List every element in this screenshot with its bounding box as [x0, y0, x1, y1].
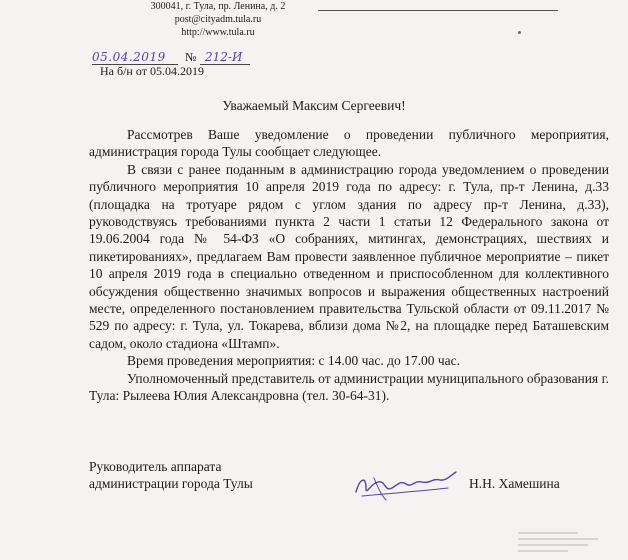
faint-stamp-mark [518, 528, 618, 558]
paragraph: Уполномоченный представитель от администрации муниципального образования г. Тула: Рылеева Юлия Александровна (тел. 30-64-31). [89, 370, 609, 404]
outgoing-number: 212-И [205, 50, 243, 64]
letter-body [89, 126, 609, 405]
addressee-line [318, 10, 558, 11]
signatory-position [89, 458, 253, 493]
paragraph: Время проведения мероприятия: с 14.00 час. до 17.00 час. [127, 353, 461, 369]
scan-speck [518, 31, 521, 34]
signatory-name: Н.Н. Хамешина [469, 476, 560, 491]
handwritten-signature [352, 466, 462, 506]
org-address: 300041, г. Тула, пр. Ленина, д. 2 [150, 1, 286, 12]
number-underline [200, 64, 250, 65]
number-sign: № [185, 50, 197, 64]
outgoing-date: 05.04.2019 [92, 50, 166, 64]
org-email: post@cityadm.tula.ru [174, 14, 262, 25]
position-line-2: администрации города Тулы [89, 476, 253, 492]
reply-reference: На б/н от 05.04.2019 [100, 64, 204, 78]
paragraph: Рассмотрев Ваше уведомление о проведении публичного мероприятия, администрация города Тулы сообщает следующее. [89, 127, 609, 160]
org-website: http://www.tula.ru [181, 27, 255, 38]
position-line-1: Руководитель аппарата [89, 459, 222, 474]
paragraph: В связи с ранее поданным в администрацию города уведомлением о проведении публичного мероприятия 10 апреля 2019 года по адресу: г. Тула, пр-т Ленина, д.33 (площадка на тротуаре рядом с углом здания по адресу пр-т Ленина, д.33), руководствуясь требованиями пункта 2 части 1 статьи 12 Федерального закона от 19.06.2004 года № 54-ФЗ «О собраниях, митингах, демонстрациях, шествиях и пикетированиях», предлагаем Вам провести заявленное публичное мероприятие – пикет 10 апреля 2019 года в специально отведенном и приспособленном для коллективного обсуждения общественно значимых вопросов и выражения общественных настроений месте, определенного постановлением правительства Тульской области от 09.11.2017 № 529 по адресу: г. Тула, ул. Токарева, вблизи дома №2, на площадке перед Баташевским садом, около стадиона «Штамп». [89, 161, 609, 351]
salutation: Уважаемый Максим Сергеевич! [222, 98, 406, 113]
